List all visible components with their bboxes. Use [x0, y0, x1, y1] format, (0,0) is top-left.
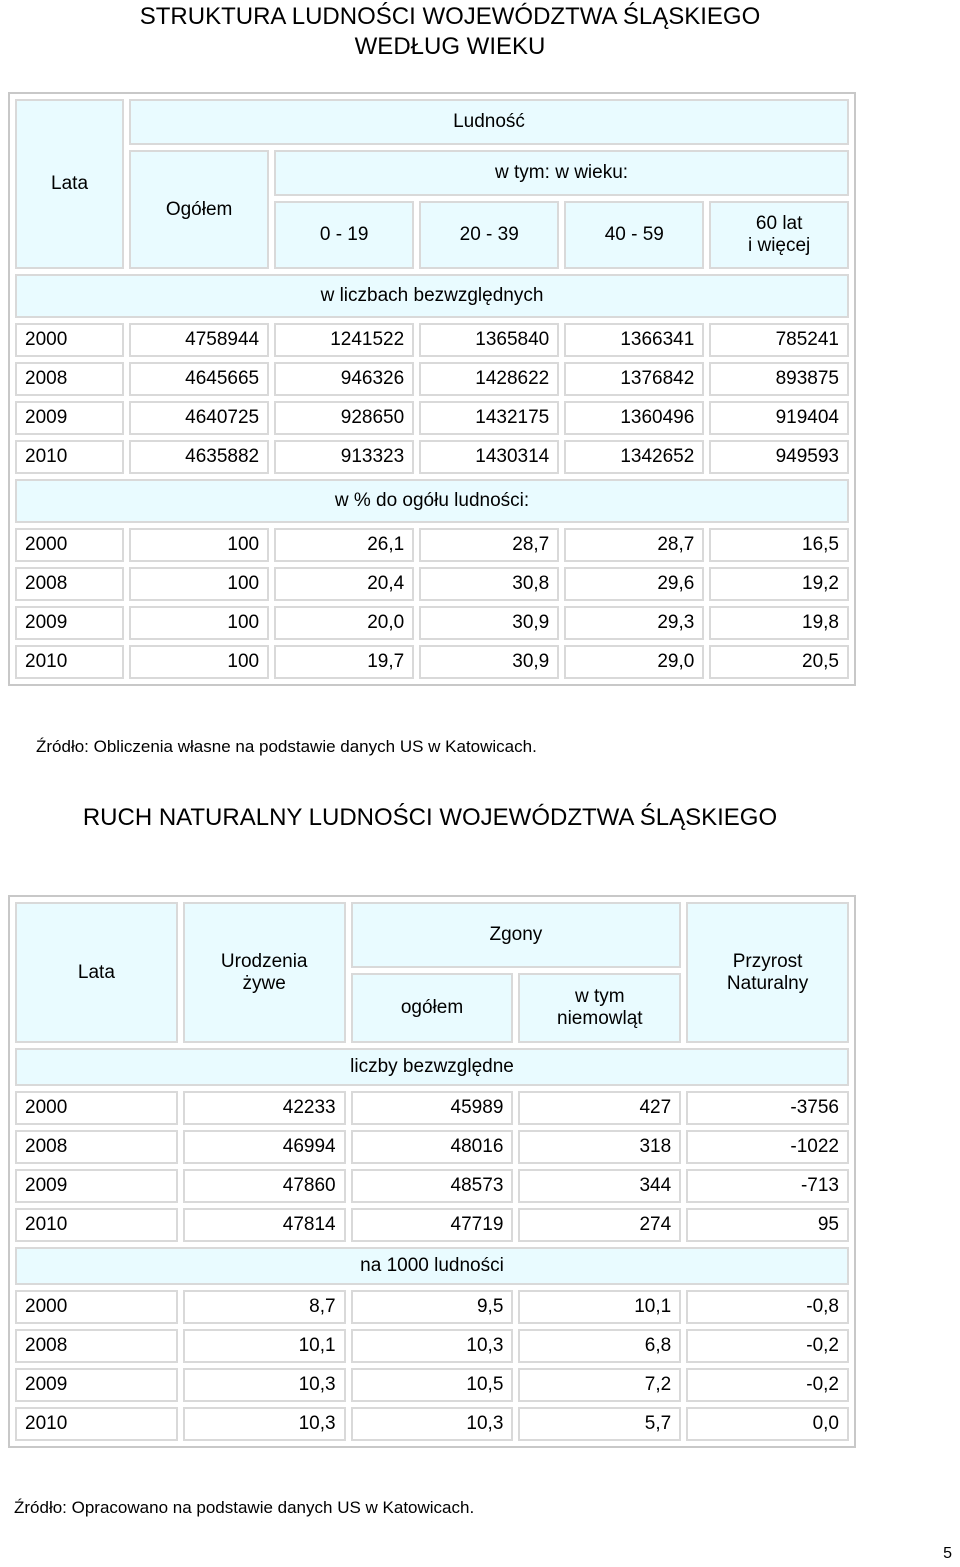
table-row — [15, 440, 849, 474]
table2-title: RUCH NATURALNY LUDNOŚCI WOJEWÓDZTWA ŚLĄSKIEGO — [82, 804, 778, 831]
value-cell: 28,7 — [419, 528, 559, 562]
header-ludnosc: Ludność — [129, 99, 849, 145]
value-cell: -0,2 — [686, 1329, 849, 1363]
value-cell: 10,3 — [183, 1368, 346, 1402]
value-cell: 29,0 — [564, 645, 704, 679]
value-cell: 19,2 — [709, 567, 849, 601]
table-row — [15, 323, 849, 357]
value-cell: 48016 — [351, 1130, 514, 1164]
header2-zgony: Zgony — [351, 902, 682, 968]
year-cell: 2010 — [15, 1208, 178, 1242]
header2-urodzenia — [183, 902, 346, 1043]
header2-urodzenia-line1: Urodzenia — [220, 950, 308, 972]
year-cell: 2009 — [15, 606, 124, 640]
value-cell: 28,7 — [564, 528, 704, 562]
table-row — [15, 1329, 849, 1363]
header2-przyrost-line1: Przyrost — [732, 950, 803, 972]
header2-urodzenia-line2: żywe — [242, 972, 286, 994]
value-cell: 785241 — [709, 323, 849, 357]
table-row — [15, 1208, 849, 1242]
value-cell: 1428622 — [419, 362, 559, 396]
value-cell: 10,5 — [351, 1368, 514, 1402]
value-cell: 1342652 — [564, 440, 704, 474]
value-cell: 10,3 — [183, 1407, 346, 1441]
value-cell: -713 — [686, 1169, 849, 1203]
year-cell: 2008 — [15, 567, 124, 601]
value-cell: 47719 — [351, 1208, 514, 1242]
header2-ogolem: ogółem — [351, 973, 514, 1043]
value-cell: 100 — [129, 567, 269, 601]
value-cell: 1432175 — [419, 401, 559, 435]
value-cell: 100 — [129, 606, 269, 640]
value-cell: 47860 — [183, 1169, 346, 1203]
value-cell: 47814 — [183, 1208, 346, 1242]
age-structure-table — [8, 92, 856, 686]
year-cell: 2000 — [15, 1290, 178, 1324]
header-age-20-39: 20 - 39 — [419, 201, 559, 269]
value-cell: 19,7 — [274, 645, 414, 679]
table-row — [15, 1130, 849, 1164]
table1-title-line1: STRUKTURA LUDNOŚCI WOJEWÓDZTWA ŚLĄSKIEGO — [139, 3, 761, 30]
value-cell: 10,1 — [183, 1329, 346, 1363]
value-cell: 10,1 — [518, 1290, 681, 1324]
value-cell: 19,8 — [709, 606, 849, 640]
header2-lata: Lata — [15, 902, 178, 1043]
table-row — [15, 1091, 849, 1125]
header2-w-tym-line1: w tym — [574, 986, 625, 1007]
header-age-60-plus — [709, 201, 849, 269]
value-cell: 946326 — [274, 362, 414, 396]
value-cell: 1366341 — [564, 323, 704, 357]
value-cell: 6,8 — [518, 1329, 681, 1363]
table-row — [15, 567, 849, 601]
value-cell: 4758944 — [129, 323, 269, 357]
value-cell: -1022 — [686, 1130, 849, 1164]
value-cell: 10,3 — [351, 1407, 514, 1441]
natural-movement-table — [8, 895, 856, 1448]
year-cell: 2009 — [15, 1169, 178, 1203]
value-cell: 4640725 — [129, 401, 269, 435]
value-cell: 29,6 — [564, 567, 704, 601]
header-age-40-59: 40 - 59 — [564, 201, 704, 269]
table-row — [15, 401, 849, 435]
value-cell: 913323 — [274, 440, 414, 474]
value-cell: 95 — [686, 1208, 849, 1242]
value-cell: 949593 — [709, 440, 849, 474]
value-cell: 928650 — [274, 401, 414, 435]
table1-title — [90, 2, 810, 62]
value-cell: 20,5 — [709, 645, 849, 679]
value-cell: -0,8 — [686, 1290, 849, 1324]
year-cell: 2009 — [15, 401, 124, 435]
value-cell: 344 — [518, 1169, 681, 1203]
header-w-tym: w tym: w wieku: — [274, 150, 849, 196]
year-cell: 2009 — [15, 1368, 178, 1402]
value-cell: 100 — [129, 528, 269, 562]
section-absolute: w liczbach bezwzględnych — [15, 274, 849, 318]
value-cell: 1376842 — [564, 362, 704, 396]
section-percent: w % do ogółu ludności: — [15, 479, 849, 523]
year-cell: 2008 — [15, 362, 124, 396]
header2-przyrost-line2: Naturalny — [726, 972, 809, 994]
year-cell: 2010 — [15, 645, 124, 679]
value-cell: 919404 — [709, 401, 849, 435]
table-row — [15, 606, 849, 640]
value-cell: 9,5 — [351, 1290, 514, 1324]
year-cell: 2000 — [15, 528, 124, 562]
table-row — [15, 1290, 849, 1324]
header-lata: Lata — [15, 99, 124, 269]
value-cell: 10,3 — [351, 1329, 514, 1363]
header-ogolem: Ogółem — [129, 150, 269, 269]
table-row — [15, 528, 849, 562]
table-row — [15, 362, 849, 396]
value-cell: 46994 — [183, 1130, 346, 1164]
section2-per-1000: na 1000 ludności — [15, 1247, 849, 1285]
value-cell: 5,7 — [518, 1407, 681, 1441]
year-cell: 2000 — [15, 323, 124, 357]
header2-w-tym-line2: niemowląt — [557, 1008, 643, 1029]
value-cell: 4635882 — [129, 440, 269, 474]
value-cell: 30,8 — [419, 567, 559, 601]
value-cell: 1430314 — [419, 440, 559, 474]
value-cell: 1360496 — [564, 401, 704, 435]
table-row — [15, 1368, 849, 1402]
year-cell: 2008 — [15, 1130, 178, 1164]
table1-title-line2: WEDŁUG WIEKU — [354, 33, 546, 60]
table-row — [15, 1169, 849, 1203]
value-cell: 48573 — [351, 1169, 514, 1203]
header-age-60-line2: i więcej — [747, 235, 811, 256]
value-cell: 30,9 — [419, 645, 559, 679]
section2-absolute: liczby bezwzględne — [15, 1048, 849, 1086]
table-row — [15, 645, 849, 679]
value-cell: -0,2 — [686, 1368, 849, 1402]
header-age-0-19: 0 - 19 — [274, 201, 414, 269]
year-cell: 2000 — [15, 1091, 178, 1125]
value-cell: 30,9 — [419, 606, 559, 640]
value-cell: 893875 — [709, 362, 849, 396]
value-cell: 20,4 — [274, 567, 414, 601]
header2-niemowlat — [518, 973, 681, 1043]
value-cell: 8,7 — [183, 1290, 346, 1324]
header-age-60-line1: 60 lat — [755, 213, 803, 234]
value-cell: 7,2 — [518, 1368, 681, 1402]
value-cell: 4645665 — [129, 362, 269, 396]
table2-source: Źródło: Opracowano na podstawie danych US w Katowicach. — [14, 1498, 475, 1517]
value-cell: 1365840 — [419, 323, 559, 357]
year-cell: 2010 — [15, 1407, 178, 1441]
value-cell: 20,0 — [274, 606, 414, 640]
value-cell: 318 — [518, 1130, 681, 1164]
year-cell: 2008 — [15, 1329, 178, 1363]
page-number: 5 — [943, 1545, 952, 1562]
value-cell: 29,3 — [564, 606, 704, 640]
value-cell: 274 — [518, 1208, 681, 1242]
value-cell: 1241522 — [274, 323, 414, 357]
value-cell: 45989 — [351, 1091, 514, 1125]
value-cell: 427 — [518, 1091, 681, 1125]
value-cell: 16,5 — [709, 528, 849, 562]
value-cell: 100 — [129, 645, 269, 679]
value-cell: 0,0 — [686, 1407, 849, 1441]
header2-przyrost — [686, 902, 849, 1043]
table-row — [15, 1407, 849, 1441]
year-cell: 2010 — [15, 440, 124, 474]
value-cell: -3756 — [686, 1091, 849, 1125]
table1-source: Źródło: Obliczenia własne na podstawie danych US w Katowicach. — [36, 737, 537, 756]
value-cell: 26,1 — [274, 528, 414, 562]
value-cell: 42233 — [183, 1091, 346, 1125]
